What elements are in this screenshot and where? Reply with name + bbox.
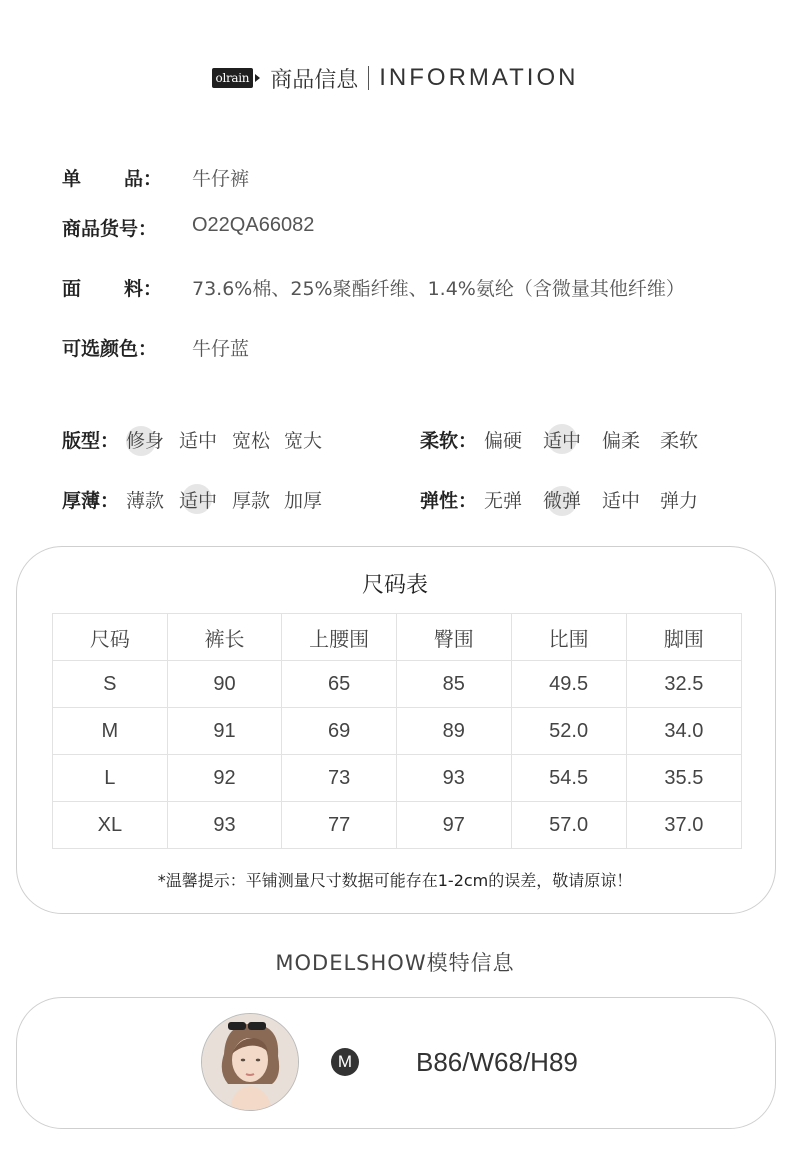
table-cell: 73 [282,755,397,802]
softness-option: 柔软 [660,430,699,452]
section-header [0,58,790,98]
table-header-cell: 脚围 [626,614,741,661]
thickness-option: 加厚 [284,490,323,512]
table-cell: 92 [167,755,282,802]
header-title-cn: 商品信息 [270,67,359,93]
fit-option: 宽松 [232,430,271,452]
table-cell: 34.0 [626,708,741,755]
sku-value: O22QA66082 [192,214,315,236]
table-cell: 93 [167,802,282,849]
model-size-badge: M [331,1048,359,1076]
table-cell: 90 [167,661,282,708]
elasticity-option: 微弹 [543,490,582,512]
size-table [52,613,742,849]
softness-option: 偏柔 [602,430,641,452]
table-cell: L [53,755,168,802]
logo-arrow-icon [255,74,260,82]
table-cell: M [53,708,168,755]
elasticity-option: 弹力 [660,490,699,512]
thickness-label: 厚薄： [62,490,120,512]
softness-option: 适中 [543,430,582,452]
thickness-option: 薄款 [126,490,165,512]
table-header-row [53,614,742,661]
table-cell: 65 [282,661,397,708]
fabric-label-b: 料： [123,278,162,300]
fabric-label [62,274,162,301]
table-cell: 37.0 [626,802,741,849]
table-row [53,802,742,849]
fit-option: 修身 [126,430,165,452]
brand-logo: olrain [212,68,254,88]
item-label-b: 品： [123,168,162,190]
table-cell: 32.5 [626,661,741,708]
fit-option: 适中 [179,430,218,452]
table-row [53,661,742,708]
softness-option: 偏硬 [484,430,523,452]
sku-label: 商品货号： [62,218,158,240]
model-portrait-icon [202,1014,298,1110]
table-cell: 57.0 [511,802,626,849]
fabric-label-a: 面 [62,278,82,300]
elasticity-option: 无弹 [484,490,523,512]
size-note: *温馨提示：平铺测量尺寸数据可能存在1-2cm的误差，敬请原谅！ [157,871,633,890]
table-cell: 89 [396,708,511,755]
table-cell: 77 [282,802,397,849]
color-value: 牛仔蓝 [192,338,250,360]
table-header-cell: 裤长 [167,614,282,661]
fabric-value: 73.6%棉、25%聚酯纤维、1.4%氨纶（含微量其他纤维） [192,278,685,300]
table-header-cell: 比围 [511,614,626,661]
header-divider [368,66,369,90]
table-cell: 91 [167,708,282,755]
table-cell: 35.5 [626,755,741,802]
size-chart-title: 尺码表 [361,573,428,598]
table-header-cell: 尺码 [53,614,168,661]
model-avatar [201,1013,299,1111]
table-cell: 49.5 [511,661,626,708]
model-section-title: MODELSHOW模特信息 [275,951,515,975]
table-header-cell: 上腰围 [282,614,397,661]
header-title-en: INFORMATION [379,64,579,91]
item-value: 牛仔裤 [192,168,250,190]
fit-label: 版型： [62,430,120,452]
table-cell: 69 [282,708,397,755]
thickness-option: 适中 [179,490,218,512]
table-row [53,755,742,802]
table-cell: 97 [396,802,511,849]
table-cell: 93 [396,755,511,802]
elasticity-option: 适中 [602,490,641,512]
table-row [53,708,742,755]
table-cell: 85 [396,661,511,708]
thickness-option: 厚款 [232,490,271,512]
table-header-cell: 臀围 [396,614,511,661]
table-cell: XL [53,802,168,849]
fit-option: 宽大 [284,430,323,452]
table-cell: S [53,661,168,708]
elasticity-label: 弹性： [420,490,478,512]
softness-label: 柔软： [420,430,478,452]
model-card [16,997,776,1129]
item-label [62,164,162,191]
table-cell: 52.0 [511,708,626,755]
item-label-a: 单 [62,168,82,190]
table-cell: 54.5 [511,755,626,802]
color-label: 可选颜色： [62,338,158,360]
model-measurements: B86/W68/H89 [416,1047,578,1077]
